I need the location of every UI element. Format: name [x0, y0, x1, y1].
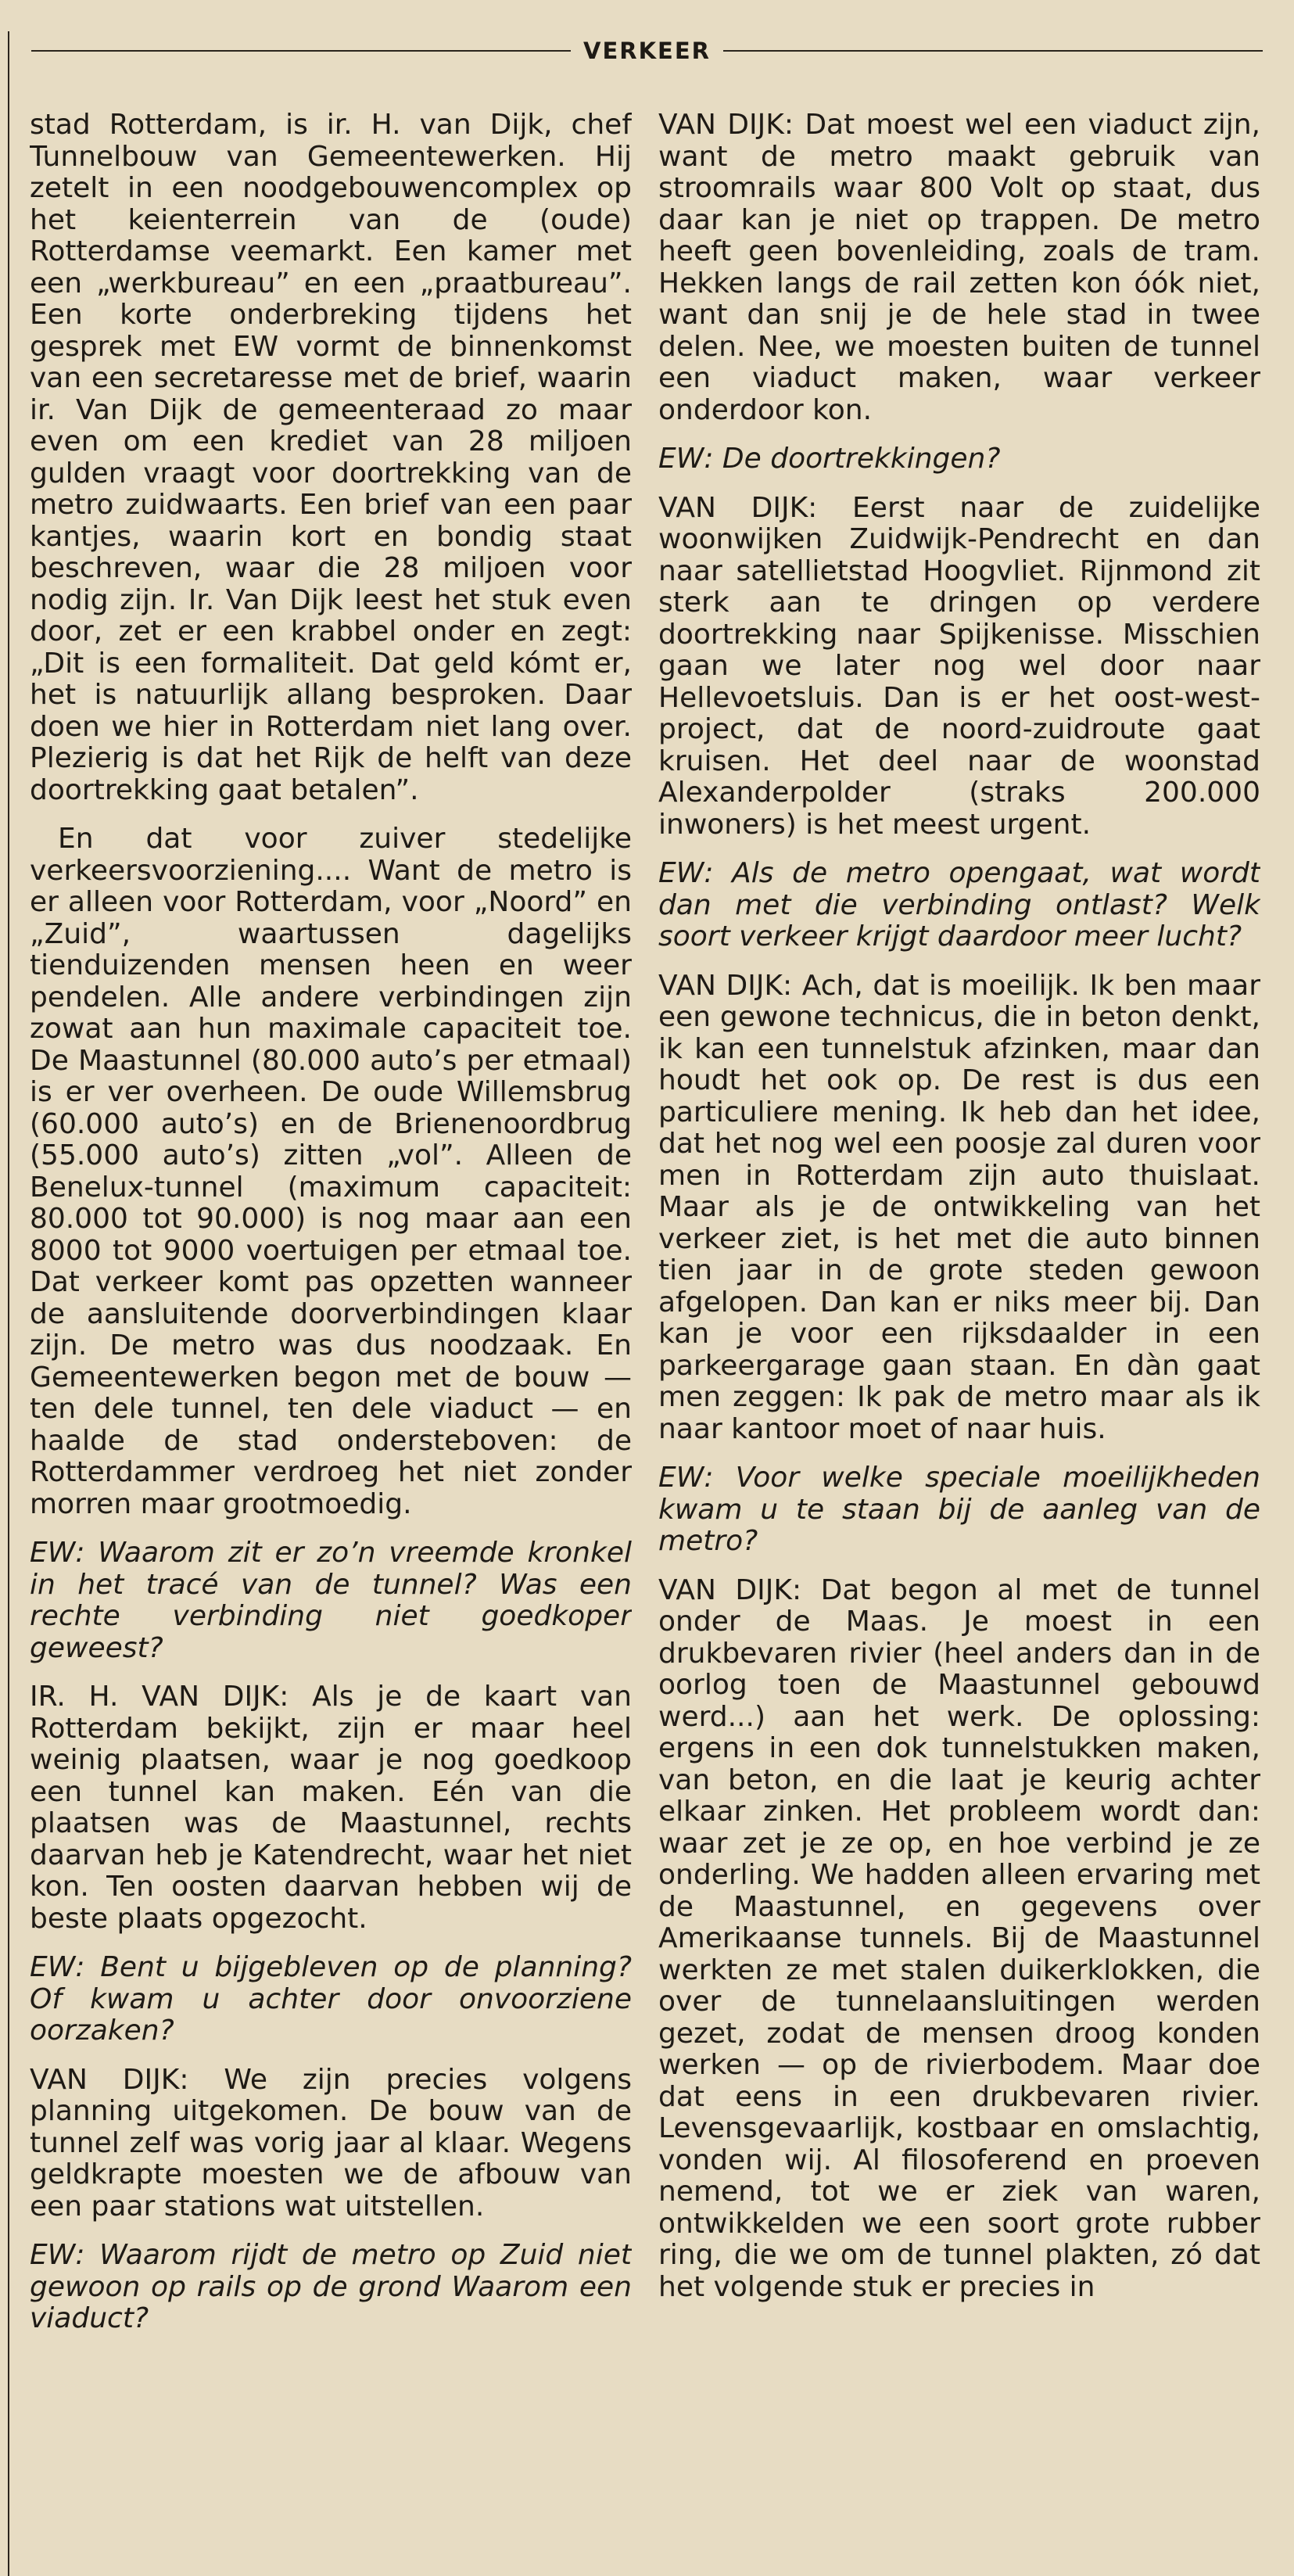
margin-rule	[8, 31, 9, 2576]
paragraph: En dat voor zuiver stedelijke verkeersvoorziening.... Want de metro is er alleen voor Rotterdam, voor „Noord” en „Zuid”, waartussen dagelijks tienduizenden mensen heen en weer pendelen. Alle andere verbindingen zijn zowat aan hun maximale capaciteit toe. De Maastunnel (80.000 auto’s per etmaal) is er ver overheen. De oude Willemsbrug (60.000 auto’s) en de Brienenoordbrug (55.000 auto’s) zitten „vol”. Alleen de Benelux-tunnel (maximum capaciteit: 80.000 tot 90.000) is nog maar aan een 8000 tot 9000 voertuigen per etmaal toe. Dat verkeer komt pas opzetten wanneer de aansluitende doorverbindingen klaar zijn. De metro was dus noodzaak. En Gemeentewerken begon met de bouw — ten dele tunnel, ten dele viaduct — en haalde de stad ondersteboven: de Rotterdammer verdroeg het niet zonder morren maar grootmoedig.	[30, 823, 632, 1520]
interview-question: EW: Voor welke speciale moeilijkheden kwam u te staan bij de aanleg van de metro?	[658, 1462, 1260, 1557]
interview-answer: VAN DIJK: We zijn precies volgens planning uitgekomen. De bouw van de tunnel zelf was vorig jaar al klaar. Wegens geldkrapte moesten we de afbouw van een paar stations wat uitstellen.	[30, 2063, 632, 2223]
interview-answer: VAN DIJK: Ach, dat is moeilijk. Ik ben maar een gewone technicus, die in beton denkt, ik kan een tunnelstuk afzinken, maar dan houdt het ook op. De rest is dus een particuliere mening. Ik heb dan het idee, dat het nog wel een poosje zal duren voor men in Rotterdam zijn auto thuislaat. Maar als je de ontwikkeling van het verkeer ziet, is het met die auto binnen tien jaar in de grote steden gewoon afgelopen. Dan kan er niks meer bij. Dan kan je voor een rijksdaalder in een parkeergarage gaan staan. En dàn gaat men zeggen: Ik pak de metro maar als ik naar kantoor moet of naar huis.	[658, 969, 1260, 1445]
right-column	[658, 109, 1260, 2573]
interview-answer: VAN DIJK: Dat begon al met de tunnel onder de Maas. Je moest in een drukbevaren rivier (heel anders dan in de oorlog toen de Maastunnel gebouwd werd...) aan het werk. De oplossing: ergens in een dok tunnelstukken maken, van beton, en die laat je keurig achter elkaar zinken. Het probleem wordt dan: waar zet je ze op, en hoe verbind je ze onderling. We hadden alleen ervaring met de Maastunnel, en gegevens over Amerikaanse tunnels. Bij de Maastunnel werkten ze met stalen duikerklokken, die over de tunnelaansluitingen werden gezet, zodat de mensen droog konden werken — op de rivierbodem. Maar doe dat eens in een drukbevaren rivier. Levensgevaarlijk, kostbaar en omslachtig, vonden wij. Al filosoferend en proeven nemend, tot we er ziek van waren, ontwikkelden we een soort grote rubber ring, die we om de tunnel plakten, zó dat het volgende stuk er precies in	[658, 1573, 1260, 2303]
header-rule-left	[31, 50, 571, 52]
interview-answer: VAN DIJK: Eerst naar de zuidelijke woonwijken Zuidwijk-Pendrecht en dan naar satellietstad Hoogvliet. Rijnmond zit sterk aan te dringen op verdere doortrekking naar Spijkenisse. Misschien gaan we later nog wel door naar Hellevoetsluis. Dan is er het oost-west-project, dat de noord-zuidroute gaat kruisen. Het deel naar de woonstad Alexanderpolder (straks 200.000 inwoners) is het meest urgent.	[658, 491, 1260, 841]
header-rule-right	[723, 50, 1263, 52]
paragraph: stad Rotterdam, is ir. H. van Dijk, chef Tunnelbouw van Gemeentewerken. Hij zetelt in een noodgebouwencomplex op het keienterrein van de (oude) Rotterdamse veemarkt. Een kamer met een „werkbureau” en een „praatbureau”. Een korte onderbreking tijdens het gesprek met EW vormt de binnenkomst van een secretaresse met de brief, waarin ir. Van Dijk de gemeenteraad zo maar even om een krediet van 28 miljoen gulden vraagt voor doortrekking van de metro zuidwaarts. Een brief van een paar kantjes, waarin kort en bondig staat beschreven, waar die 28 miljoen voor nodig zijn. Ir. Van Dijk leest het stuk even door, zet er een krabbel onder en zegt: „Dit is een formaliteit. Dat geld kómt er, het is natuurlijk allang besproken. Daar doen we hier in Rotterdam niet lang over. Plezierig is dat het Rijk de helft van deze doortrekking gaat betalen”.	[30, 109, 632, 806]
left-column	[30, 109, 632, 2573]
interview-question: EW: Als de metro opengaat, wat wordt dan met die verbinding ontlast? Welk soort verkeer krijgt daardoor meer lucht?	[658, 857, 1260, 953]
interview-question: EW: Waarom rijdt de metro op Zuid niet gewoon op rails op de grond Waarom een viaduct?	[30, 2239, 632, 2334]
interview-answer: VAN DIJK: Dat moest wel een viaduct zijn, want de metro maakt gebruik van stroomrails waar 800 Volt op staat, dus daar kan je niet op trappen. De metro heeft geen bovenleiding, zoals de tram. Hekken langs de rail zetten kon óók niet, want dan snij je de hele stad in twee delen. Nee, we moesten buiten de tunnel een viaduct maken, waar verkeer onderdoor kon.	[658, 109, 1260, 426]
interview-question: EW: De doortrekkingen?	[658, 443, 1001, 475]
interview-question: EW: Bent u bijgebleven op de planning? Of kwam u achter door onvoorziene oorzaken?	[30, 1951, 632, 2047]
interview-question: EW: Waarom zit er zo’n vreemde kronkel in het tracé van de tunnel? Was een rechte verbinding niet goedkoper geweest?	[30, 1537, 632, 1664]
page-header	[31, 31, 1263, 70]
interview-answer: IR. H. VAN DIJK: Als je de kaart van Rotterdam bekijkt, zijn er maar heel weinig plaatsen, waar je nog goedkoop een tunnel kan maken. Eén van die plaatsen was de Maastunnel, rechts daarvan heb je Katendrecht, waar het niet kon. Ten oosten daarvan hebben wij de beste plaats opgezocht.	[30, 1681, 632, 1935]
section-title: VERKEER	[583, 38, 712, 64]
